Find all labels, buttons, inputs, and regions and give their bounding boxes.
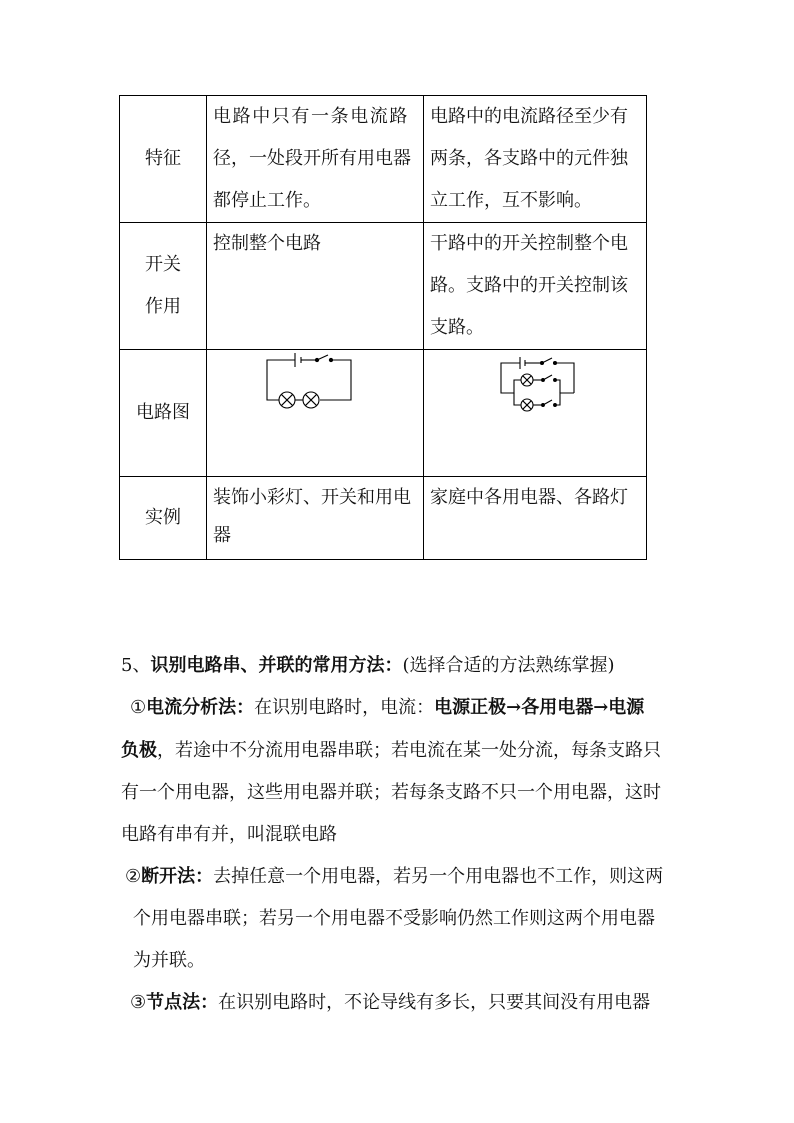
cell-line: 控制整个电路 <box>213 233 321 254</box>
section-number: 5、 <box>121 655 151 676</box>
series-examples-cell <box>207 477 424 560</box>
method-3-line-1 <box>130 988 650 1014</box>
cell-line: 路。支路中的开关控制该 <box>430 275 628 296</box>
circuit-comparison-table <box>119 95 647 560</box>
method-1-line-4: 电路有串有并，叫混联电路 <box>121 824 337 845</box>
row-header-diagram: 电路图 <box>120 350 207 477</box>
switch-lever <box>542 358 552 363</box>
series-circuit-diagram <box>207 350 424 476</box>
text-run: 在识别电路时，不论导线有多长，只要其间没有用电器 <box>218 992 651 1013</box>
parallel-circuit-diagram-cell <box>424 350 647 477</box>
series-switch-cell <box>207 223 424 350</box>
header-line: 作用 <box>145 296 181 317</box>
method-marker: ③ <box>130 992 147 1013</box>
switch-lever <box>543 375 552 380</box>
cell-line: 装饰小彩灯、开关和用电 <box>213 487 411 508</box>
section-heading <box>121 651 615 677</box>
row-header-features: 特征 <box>120 96 207 223</box>
wire <box>267 360 295 377</box>
text-run: 去掉任意一个用电器，若另一个用电器也不工作，则这两 <box>213 866 664 887</box>
wire <box>555 393 574 405</box>
method-marker: ② <box>125 866 142 887</box>
cell-line: 电路中的电流路径至少有 <box>430 106 628 127</box>
series-circuit-diagram-cell <box>207 350 424 477</box>
switch-lever <box>317 355 328 360</box>
cell-line: 电路中只有一条电流路 <box>213 106 409 127</box>
switch-lever <box>543 400 552 405</box>
method-marker: ① <box>130 697 147 718</box>
cell-line: 立工作，互不影响。 <box>430 190 592 211</box>
wire <box>555 380 560 393</box>
method-name: 电流分析法： <box>146 697 255 718</box>
table-row <box>120 223 647 350</box>
table-row <box>120 350 647 477</box>
series-features-cell <box>207 96 424 223</box>
wire <box>501 380 521 393</box>
parallel-features-cell <box>424 96 647 223</box>
method-1-line-1 <box>130 693 644 719</box>
current-path-text: 负极 <box>121 740 157 761</box>
parallel-switch-cell <box>424 223 647 350</box>
method-name: 节点法： <box>146 992 219 1013</box>
text-run: ，若途中不分流用电器串联；若电流在某一处分流，每条支路只 <box>157 740 661 761</box>
wire <box>501 363 520 380</box>
method-name: 断开法： <box>141 866 214 887</box>
cell-line: 都停止工作。 <box>213 190 321 211</box>
section-note: (选择合适的方法熟练掌握) <box>402 655 615 676</box>
cell-line: 两条，各支路中的元件独 <box>430 148 628 169</box>
table-row <box>120 477 647 560</box>
method-2-line-2: 个用电器串联；若另一个用电器不受影响仍然工作则这两个用电器 <box>133 908 655 929</box>
wire <box>320 360 351 400</box>
wire <box>555 363 574 393</box>
wire <box>267 377 279 400</box>
cell-line: 径，一处段开所有用电器 <box>213 148 411 169</box>
method-2-line-3: 为并联。 <box>133 950 205 971</box>
header-line: 开关 <box>145 254 181 275</box>
method-1-line-3: 有一个用电器，这些用电器并联；若每条支路不只一个用电器，这时 <box>121 782 661 803</box>
section-title: 识别电路串、并联的常用方法： <box>150 655 403 676</box>
method-2-line-1 <box>125 862 663 888</box>
table-row <box>120 96 647 223</box>
cell-line: 支路。 <box>430 317 484 338</box>
current-path-text: 电源正极→各用电器→电源 <box>434 697 645 718</box>
parallel-circuit-diagram <box>424 350 647 476</box>
row-header-switch-role <box>120 223 207 350</box>
wire <box>514 393 521 405</box>
cell-line: 家庭中各用电器、各路灯 <box>430 487 628 508</box>
row-header-examples: 实例 <box>120 477 207 560</box>
text-run: 在识别电路时，电流： <box>254 697 435 718</box>
cell-line: 干路中的开关控制整个电 <box>430 233 628 254</box>
cell-line: 器 <box>213 525 231 546</box>
method-1-line-2 <box>121 736 661 762</box>
parallel-examples-cell <box>424 477 647 560</box>
